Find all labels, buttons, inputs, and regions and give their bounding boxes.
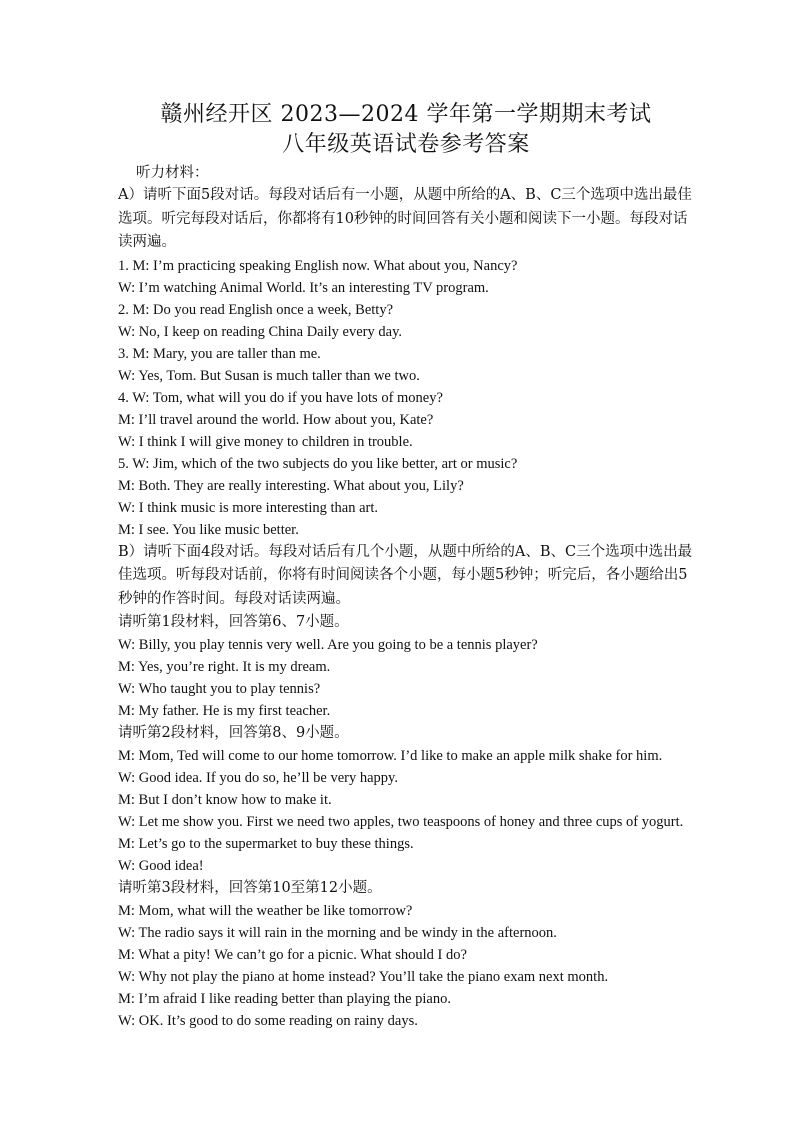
dialogue-line: 1. M: I’m practicing speaking English now. What about you, Nancy? bbox=[118, 257, 518, 274]
dialogue-line: M: But I don’t know how to make it. bbox=[118, 792, 332, 808]
dialogue-line: M: I’m afraid I like reading better than playing the piano. bbox=[118, 991, 451, 1007]
section-a-dialogues bbox=[118, 255, 694, 541]
dialogue-line: W: Who taught you to play tennis? bbox=[118, 681, 321, 697]
dialogue-line: 5. W: Jim, which of the two subjects do you like better, art or music? bbox=[118, 455, 518, 472]
dialogue-line: 3. M: Mary, you are taller than me. bbox=[118, 345, 321, 362]
dialogue-line: M: What a pity! We can’t go for a picnic. What should I do? bbox=[118, 947, 467, 963]
page-subtitle: 八年级英语试卷参考答案 bbox=[282, 132, 530, 157]
dialogue-line: W: Billy, you play tennis very well. Are you going to be a tennis player? bbox=[118, 637, 538, 653]
part-1-dialogue bbox=[118, 634, 694, 722]
dialogue-line: M: I see. You like music better. bbox=[118, 521, 299, 538]
dialogue-line: W: I think music is more interesting than art. bbox=[118, 499, 379, 516]
dialogue-line: W: The radio says it will rain in the morning and be windy in the afternoon. bbox=[118, 925, 557, 941]
page-title: 赣州经开区 2023—2024 学年第一学期期末考试 bbox=[160, 102, 652, 127]
dialogue-line: W: Let me show you. First we need two apples, two teaspoons of honey and three cups of yogurt. bbox=[118, 814, 684, 830]
part-2-dialogue bbox=[118, 745, 694, 877]
dialogue-line: W: No, I keep on reading China Daily every day. bbox=[118, 323, 402, 340]
dialogue-line: M: I’ll travel around the world. How about you, Kate? bbox=[118, 411, 434, 428]
part-3-heading: 请听第3段材料，回答第10至第12小题。 bbox=[118, 880, 382, 896]
section-a-instructions: A）请听下面5段对话。每段对话后有一小题，从题中所给的A、B、C三个选项中选出最佳选项。听完每段对话后，你都将有10秒钟的时间回答有关小题和阅读下一小题。每段对话读两遍。 bbox=[118, 187, 692, 250]
dialogue-line: W: Yes, Tom. But Susan is much taller than we two. bbox=[118, 367, 420, 384]
dialogue-line: M: Let’s go to the supermarket to buy these things. bbox=[118, 836, 414, 852]
section-b-instructions: B）请听下面4段对话。每段对话后有几个小题，从题中所给的A、B、C三个选项中选出最佳选项。听每段对话前，你将有时间阅读各个小题，每小题5秒钟；听完后，各小题给出5秒钟的作答时间。每段对话读两遍。 bbox=[118, 543, 693, 607]
dialogue-line: M: Mom, what will the weather be like tomorrow? bbox=[118, 903, 413, 919]
dialogue-line: M: Both. They are really interesting. What about you, Lily? bbox=[118, 477, 464, 494]
dialogue-line: W: I think I will give money to children in trouble. bbox=[118, 433, 413, 450]
dialogue-line: 4. W: Tom, what will you do if you have lots of money? bbox=[118, 389, 443, 406]
dialogue-line: M: Yes, you’re right. It is my dream. bbox=[118, 659, 331, 675]
listening-label: 听力材料： bbox=[136, 165, 209, 181]
dialogue-line: W: OK. It’s good to do some reading on rainy days. bbox=[118, 1013, 418, 1029]
dialogue-line: 2. M: Do you read English once a week, Betty? bbox=[118, 301, 394, 318]
dialogue-line: W: Why not play the piano at home instead? You’ll take the piano exam next month. bbox=[118, 969, 609, 985]
part-1-heading: 请听第1段材料，回答第6、7小题。 bbox=[118, 614, 349, 630]
dialogue-line: W: Good idea. If you do so, he’ll be very happy. bbox=[118, 770, 398, 786]
part-2-heading: 请听第2段材料，回答第8、9小题。 bbox=[118, 725, 349, 741]
dialogue-line: W: I’m watching Animal World. It’s an interesting TV program. bbox=[118, 279, 489, 296]
dialogue-line: M: My father. He is my first teacher. bbox=[118, 703, 331, 719]
dialogue-line: M: Mom, Ted will come to our home tomorrow. I’d like to make an apple milk shake for him. bbox=[118, 748, 663, 764]
part-3-dialogue bbox=[118, 900, 694, 1032]
dialogue-line: W: Good idea! bbox=[118, 858, 204, 874]
